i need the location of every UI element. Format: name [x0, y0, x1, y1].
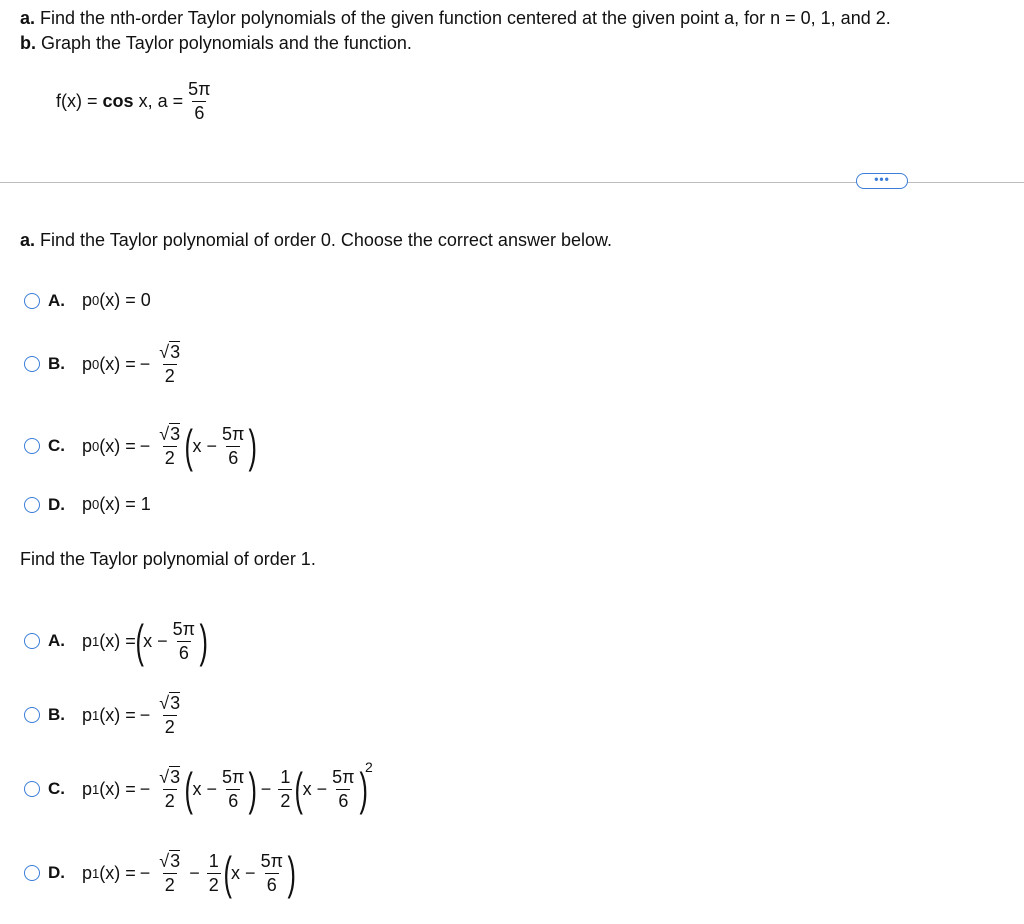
poly-arg: (x) = — [99, 353, 136, 374]
denominator: 6 — [178, 642, 189, 663]
poly-rhs: 1 — [140, 494, 151, 514]
denominator: 6 — [338, 790, 349, 811]
part-a-label: a. — [20, 8, 36, 28]
option-expression — [82, 847, 296, 899]
poly-order: 1 — [92, 707, 100, 723]
poly-name: p — [82, 778, 93, 799]
denominator: 2 — [208, 874, 219, 895]
left-paren: ( — [184, 420, 194, 472]
poly-name: p — [82, 494, 93, 514]
problem-statement-a — [20, 8, 891, 29]
question2-text: Find the Taylor polynomial of order 1. — [20, 549, 316, 569]
part-a-text: Find the nth-order Taylor polynomials of the given function centered at the given point a, for n = 0, 1, and 2. — [40, 8, 891, 28]
poly-rhs: 0 — [140, 290, 151, 310]
q2-option-c[interactable] — [24, 759, 373, 815]
numerator: 5π — [332, 766, 355, 787]
numerator: 5π — [260, 850, 283, 871]
minus-sign: − — [139, 862, 151, 883]
question1-label: a. — [20, 230, 36, 250]
option-letter: C. — [48, 436, 65, 455]
part-b-text: Graph the Taylor polynomials and the function. — [41, 33, 412, 53]
sqrt-fraction: $\frac{√3}{2}$ — [159, 342, 181, 386]
given-func: cos — [102, 90, 134, 111]
half-fraction — [207, 852, 221, 895]
sqrt-fraction: $\frac{√3}{2}$ — [159, 693, 181, 737]
exponent: 2 — [364, 759, 373, 775]
denominator: 2 — [164, 790, 175, 811]
numerator: 5π — [222, 423, 245, 444]
given-a-fraction — [186, 80, 212, 123]
poly-name: p — [82, 630, 93, 651]
minus-sign: − — [189, 862, 200, 883]
minus-sign: − — [260, 778, 272, 799]
option-letter: B. — [48, 705, 65, 725]
q1-option-a[interactable] — [24, 290, 151, 311]
radio-button[interactable] — [24, 707, 40, 723]
radio-button[interactable] — [24, 356, 40, 372]
given-a-den: 6 — [194, 102, 205, 123]
poly-order: 0 — [92, 293, 100, 308]
denominator: 2 — [164, 716, 175, 737]
poly-arg: (x) = — [99, 862, 136, 883]
q1-option-b[interactable] — [24, 343, 185, 386]
option-expression — [82, 694, 185, 737]
question1-text: Find the Taylor polynomial of order 0. Choose the correct answer below. — [40, 230, 612, 250]
q2-option-a[interactable] — [24, 615, 208, 667]
option-letter: D. — [48, 863, 65, 882]
right-paren: ) — [287, 847, 296, 899]
more-button[interactable]: ••• — [856, 173, 908, 189]
given-var: x, a = — [138, 90, 184, 111]
radio-button[interactable] — [24, 865, 40, 881]
minus-sign: − — [139, 704, 151, 725]
left-paren: ( — [184, 763, 194, 815]
poly-order: 1 — [92, 865, 100, 881]
question2-prompt — [20, 549, 316, 570]
denominator: 2 — [280, 790, 291, 811]
radio-button[interactable] — [24, 633, 40, 649]
denominator: 6 — [266, 874, 277, 895]
left-paren: ( — [135, 615, 144, 667]
poly-arg: (x) = — [99, 778, 136, 799]
poly-order: 1 — [92, 633, 100, 649]
sqrt-fraction: $\frac{√3}{2}$ — [159, 850, 181, 895]
right-paren: ) — [248, 420, 258, 472]
right-paren: ) — [248, 763, 258, 815]
denominator: 6 — [228, 447, 239, 468]
denominator: 2 — [164, 447, 175, 468]
poly-order: 0 — [92, 438, 100, 454]
x-minus: x − — [143, 630, 168, 651]
radicand: 3 — [170, 766, 181, 787]
denominator: 2 — [164, 874, 175, 895]
radio-button[interactable] — [24, 438, 40, 454]
option-letter: B. — [48, 354, 65, 374]
radio-button[interactable] — [24, 781, 40, 797]
option-expression — [82, 759, 373, 815]
option-expression — [82, 343, 185, 386]
pi-fraction — [220, 425, 246, 468]
poly-name: p — [82, 704, 93, 725]
given-a-num: 5π — [188, 79, 211, 99]
radicand: 3 — [170, 850, 181, 871]
right-paren: ) — [199, 615, 208, 667]
pi-fraction — [259, 852, 285, 895]
left-paren: ( — [294, 763, 304, 815]
sqrt-fraction: $\frac{√3}{2}$ — [159, 766, 181, 811]
pi-fraction — [171, 620, 197, 663]
q1-option-d[interactable] — [24, 494, 151, 515]
part-b-label: b. — [20, 33, 36, 53]
q1-option-c[interactable] — [24, 420, 258, 472]
radicand: 3 — [170, 423, 181, 444]
minus-sign: − — [139, 778, 151, 799]
poly-arg: (x) = — [99, 704, 136, 725]
poly-order: 1 — [92, 781, 100, 797]
half-fraction — [278, 768, 292, 811]
numerator: 5π — [222, 766, 245, 787]
option-expression — [82, 420, 258, 472]
x-minus: x − — [192, 778, 218, 799]
x-minus: x − — [231, 862, 256, 883]
given-function — [56, 80, 216, 123]
numerator: 5π — [172, 618, 196, 639]
right-paren: ) — [359, 763, 368, 815]
x-minus: x − — [192, 435, 218, 456]
radio-button[interactable] — [24, 497, 40, 513]
radio-button[interactable] — [24, 293, 40, 309]
radicand: 3 — [170, 693, 181, 713]
option-expression — [82, 290, 151, 311]
option-expression — [82, 615, 208, 667]
q2-option-b[interactable] — [24, 694, 185, 737]
poly-name: p — [82, 435, 93, 456]
problem-statement-b — [20, 33, 412, 54]
minus-sign: − — [139, 435, 151, 456]
option-letter: C. — [48, 779, 65, 798]
poly-order: 0 — [92, 356, 100, 372]
poly-name: p — [82, 290, 93, 310]
numerator: 1 — [208, 850, 219, 871]
sqrt-fraction: $\frac{√3}{2}$ — [159, 423, 181, 468]
denominator: 2 — [164, 365, 175, 386]
poly-arg: (x) = — [99, 494, 136, 514]
numerator: 1 — [280, 766, 291, 787]
pi-fraction — [330, 768, 356, 811]
option-letter: A. — [48, 631, 65, 650]
poly-arg: (x) = — [99, 435, 136, 456]
poly-name: p — [82, 353, 93, 374]
given-prefix: f(x) = — [56, 90, 98, 111]
poly-order: 0 — [92, 497, 100, 512]
x-minus: x − — [302, 778, 328, 799]
option-letter: D. — [48, 494, 65, 514]
option-letter: A. — [48, 290, 65, 310]
option-expression — [82, 494, 151, 515]
left-paren: ( — [223, 847, 232, 899]
poly-arg: (x) = — [99, 630, 136, 651]
poly-name: p — [82, 862, 93, 883]
minus-sign: − — [139, 353, 151, 374]
poly-arg: (x) = — [99, 290, 136, 310]
q2-option-d[interactable] — [24, 847, 296, 899]
denominator: 6 — [228, 790, 239, 811]
pi-fraction — [220, 768, 246, 811]
question1-prompt — [20, 230, 612, 251]
radicand: 3 — [170, 342, 181, 362]
